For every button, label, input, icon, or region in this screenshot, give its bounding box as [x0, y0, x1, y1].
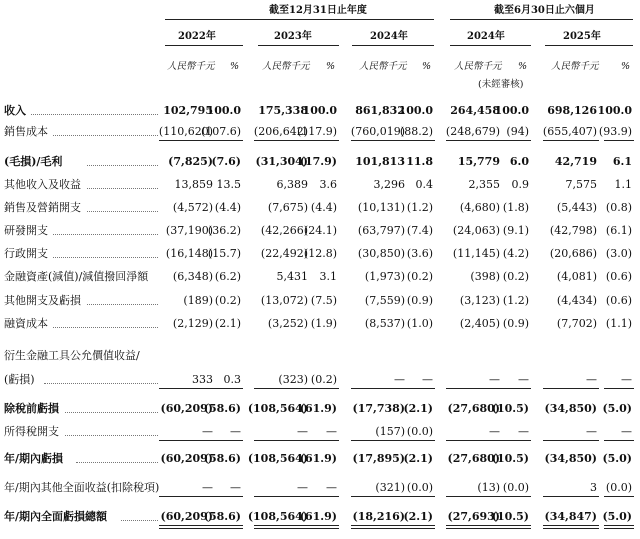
amount-rule: [543, 140, 599, 141]
amount-rule: [543, 388, 599, 389]
value-pct: (58.6): [203, 510, 241, 523]
value-amount: (206,642): [253, 125, 308, 138]
pct-rule: [604, 140, 634, 141]
value-amount: (18,216): [352, 510, 405, 523]
amount-rule: [446, 496, 502, 497]
value-pct: 100.0: [494, 104, 529, 117]
value-pct: 13.5: [216, 178, 241, 191]
amount-rule: [351, 388, 407, 389]
value-amount: (17,738): [352, 402, 405, 415]
value-pct: (0.6): [605, 294, 632, 307]
value-amount: (4,081): [556, 270, 597, 283]
amount-rule: [159, 496, 215, 497]
value-pct: 100.0: [206, 104, 241, 117]
row-label: 銷售成本: [4, 125, 48, 138]
unit-pct: %: [230, 61, 240, 72]
value-pct: (10.5): [491, 510, 529, 523]
value-pct: (3.6): [406, 247, 433, 260]
value-pct: (0.0): [406, 425, 433, 438]
amount-rule: [351, 496, 407, 497]
value-amount: (34,850): [544, 402, 597, 415]
row-label: 行政開支: [4, 247, 48, 260]
value-pct: (0.6): [605, 270, 632, 283]
amount-rule: [159, 440, 215, 441]
amount-rule-2: [543, 528, 599, 529]
amount-rule-2: [254, 528, 310, 529]
value-amount: (108,564): [247, 452, 308, 465]
value-amount: 2,355: [468, 178, 500, 191]
value-amount: (5,443): [556, 201, 597, 214]
value-amount: (22,492): [260, 247, 308, 260]
amount-rule: [254, 140, 310, 141]
pct-rule: [213, 496, 243, 497]
value-amount: —: [297, 481, 308, 494]
amount-rule: [351, 440, 407, 441]
value-pct: —: [326, 481, 337, 494]
row-label: 所得稅開支: [4, 425, 59, 438]
pct-rule: [405, 388, 435, 389]
value-pct: 1.1: [614, 178, 632, 191]
value-amount: (13,072): [260, 294, 308, 307]
value-pct: (1.1): [605, 317, 632, 330]
value-pct: (0.2): [406, 270, 433, 283]
value-pct: (61.9): [299, 452, 337, 465]
unit-rmb: 人民幣千元: [551, 61, 599, 72]
row-label: 其他開支及虧損: [4, 294, 81, 307]
year-rule: [450, 45, 531, 46]
year-header: 2024年: [467, 31, 505, 42]
value-amount: (42,798): [549, 224, 597, 237]
value-pct: 11.8: [406, 155, 433, 168]
value-amount: (3,252): [267, 317, 308, 330]
amount-rule-2: [159, 528, 215, 529]
pct-rule: [501, 140, 531, 141]
amount-rule: [446, 525, 502, 526]
year-header: 2025年: [563, 31, 601, 42]
value-pct: (107.6): [201, 125, 242, 138]
amount-rule: [159, 388, 215, 389]
pct-rule: [604, 388, 634, 389]
row-label: 年/期內全面虧損總額: [4, 510, 108, 523]
group-header-h1: 截至6月30日止六個月: [494, 5, 595, 16]
value-pct: 100.0: [398, 104, 433, 117]
value-pct: (10.5): [491, 452, 529, 465]
value-pct: 3.1: [319, 270, 337, 283]
amount-rule: [543, 440, 599, 441]
value-amount: (16,148): [165, 247, 213, 260]
pct-rule: [501, 525, 531, 526]
value-amount: (157): [375, 425, 405, 438]
value-amount: (3,123): [459, 294, 500, 307]
year-header: 2024年: [370, 31, 408, 42]
value-pct: (36.2): [207, 224, 241, 237]
year-header: 2023年: [274, 31, 312, 42]
value-pct: 6.1: [612, 155, 632, 168]
value-pct: (1.2): [406, 201, 433, 214]
value-amount: (11,145): [452, 247, 500, 260]
value-pct: (58.6): [203, 402, 241, 415]
value-amount: (4,680): [459, 201, 500, 214]
value-amount: (27,680): [447, 452, 500, 465]
unit-rmb: 人民幣千元: [454, 61, 502, 72]
pct-rule-2: [213, 528, 243, 529]
amount-rule: [254, 440, 310, 441]
pct-rule-2: [501, 528, 531, 529]
amount-rule: [351, 140, 407, 141]
row-label: 衍生金融工具公允價值收益/: [4, 349, 140, 362]
value-pct: (7.6): [211, 155, 241, 168]
value-pct: (3.0): [605, 247, 632, 260]
value-amount: 15,779: [457, 155, 500, 168]
value-pct: (2.1): [403, 402, 433, 415]
value-amount: 698,126: [547, 104, 597, 117]
value-pct: —: [518, 425, 529, 438]
pct-rule: [213, 388, 243, 389]
pct-rule: [405, 525, 435, 526]
value-pct: 0.3: [223, 373, 241, 386]
value-pct: (10.5): [491, 402, 529, 415]
value-amount: —: [489, 425, 500, 438]
pct-rule: [309, 440, 339, 441]
value-amount: (7,559): [364, 294, 405, 307]
value-amount: (20,686): [549, 247, 597, 260]
amount-rule: [446, 440, 502, 441]
value-pct: (61.9): [299, 510, 337, 523]
amount-rule: [446, 140, 502, 141]
leader-dots: [44, 383, 158, 384]
year-rule: [352, 45, 434, 46]
pct-rule-2: [405, 528, 435, 529]
value-pct: (4.2): [502, 247, 529, 260]
value-pct: 3.6: [319, 178, 337, 191]
value-pct: (0.2): [502, 270, 529, 283]
row-label: 銷售及營銷開支: [4, 201, 81, 214]
row-label: 除稅前虧損: [4, 402, 59, 415]
amount-rule: [159, 140, 215, 141]
unit-pct: %: [621, 61, 631, 72]
unit-rmb: 人民幣千元: [167, 61, 215, 72]
value-amount: (248,679): [445, 125, 500, 138]
value-amount: (760,019): [350, 125, 405, 138]
value-amount: (34,847): [544, 510, 597, 523]
value-amount: (30,850): [357, 247, 405, 260]
value-pct: (1.8): [502, 201, 529, 214]
value-pct: (0.0): [605, 481, 632, 494]
pct-rule: [604, 496, 634, 497]
value-pct: —: [230, 481, 241, 494]
value-amount: 101,813: [355, 155, 405, 168]
value-pct: (93.9): [598, 125, 632, 138]
value-pct: (0.9): [406, 294, 433, 307]
value-amount: (13): [477, 481, 500, 494]
value-pct: (61.9): [299, 402, 337, 415]
value-amount: (1,973): [364, 270, 405, 283]
value-pct: (2.1): [214, 317, 241, 330]
value-amount: (60,209): [160, 510, 213, 523]
value-pct: (2.1): [403, 510, 433, 523]
pct-rule: [501, 388, 531, 389]
value-amount: (7,825): [168, 155, 213, 168]
amount-rule-2: [351, 528, 407, 529]
value-amount: —: [489, 373, 500, 386]
unit-rmb: 人民幣千元: [359, 61, 407, 72]
unit-pct: %: [518, 61, 528, 72]
value-pct: (6.1): [605, 224, 632, 237]
value-pct: (58.6): [203, 452, 241, 465]
value-amount: 5,431: [276, 270, 308, 283]
value-pct: (5.0): [602, 402, 632, 415]
value-pct: (117.9): [297, 125, 338, 138]
amount-rule: [159, 525, 215, 526]
value-pct: (7.4): [406, 224, 433, 237]
value-amount: 7,575: [565, 178, 597, 191]
amount-rule: [254, 388, 310, 389]
pct-rule: [405, 140, 435, 141]
value-amount: (60,209): [160, 402, 213, 415]
value-pct: 100.0: [302, 104, 337, 117]
unaudited-note: (未經審核): [478, 79, 524, 90]
year-header: 2022年: [178, 31, 216, 42]
pct-rule: [405, 496, 435, 497]
row-label: 年/期內其他全面收益(扣除稅項): [4, 481, 160, 494]
group-header-fy: 截至12月31日止年度: [269, 5, 367, 16]
pct-rule: [405, 440, 435, 441]
value-pct: (17.9): [299, 155, 337, 168]
value-amount: (4,572): [172, 201, 213, 214]
value-pct: (4.4): [214, 201, 241, 214]
value-pct: 6.0: [509, 155, 529, 168]
value-pct: (6.2): [214, 270, 241, 283]
value-amount: (27,693): [447, 510, 500, 523]
value-pct: 0.4: [415, 178, 433, 191]
value-amount: (323): [278, 373, 308, 386]
value-amount: 333: [192, 373, 213, 386]
value-amount: (108,564): [247, 510, 308, 523]
value-amount: (27,680): [447, 402, 500, 415]
value-amount: (655,407): [542, 125, 597, 138]
value-amount: (8,537): [364, 317, 405, 330]
value-amount: (7,702): [556, 317, 597, 330]
row-label: 年/期內虧損: [4, 452, 64, 465]
value-amount: —: [586, 425, 597, 438]
value-amount: (17,895): [352, 452, 405, 465]
value-pct: (88.2): [399, 125, 433, 138]
value-amount: 861,832: [355, 104, 405, 117]
value-amount: (42,266): [260, 224, 308, 237]
value-pct: (9.1): [502, 224, 529, 237]
year-rule: [165, 45, 243, 46]
row-label: 金融資產(減值)/減值撥回淨額: [4, 270, 149, 283]
value-amount: —: [394, 373, 405, 386]
value-pct: (0.9): [502, 317, 529, 330]
value-pct: —: [230, 425, 241, 438]
value-amount: 264,458: [450, 104, 500, 117]
value-pct: (7.5): [310, 294, 337, 307]
value-pct: (12.8): [303, 247, 337, 260]
value-amount: —: [202, 481, 213, 494]
pct-rule: [309, 140, 339, 141]
value-amount: (31,304): [255, 155, 308, 168]
value-pct: —: [621, 373, 632, 386]
value-pct: (2.1): [403, 452, 433, 465]
value-amount: —: [297, 425, 308, 438]
row-label: 研發開支: [4, 224, 48, 237]
pct-rule-2: [604, 528, 634, 529]
value-pct: 100.0: [597, 104, 632, 117]
value-pct: 0.9: [511, 178, 529, 191]
amount-rule: [543, 496, 599, 497]
amount-rule: [254, 496, 310, 497]
value-pct: (24.1): [303, 224, 337, 237]
pct-rule: [604, 525, 634, 526]
pct-rule: [213, 140, 243, 141]
value-amount: (398): [470, 270, 500, 283]
value-amount: 102,795: [163, 104, 213, 117]
pct-rule: [309, 388, 339, 389]
pct-rule: [501, 496, 531, 497]
value-amount: (110,620): [158, 125, 213, 138]
value-amount: (7,675): [267, 201, 308, 214]
value-amount: (2,405): [459, 317, 500, 330]
value-pct: —: [422, 373, 433, 386]
row-label: 其他收入及收益: [4, 178, 81, 191]
value-pct: (5.0): [602, 510, 632, 523]
row-label-cont: (虧損): [4, 373, 35, 386]
group-h1-rule: [450, 19, 633, 20]
value-amount: 175,338: [258, 104, 308, 117]
leader-dots: [31, 114, 158, 115]
amount-rule-2: [446, 528, 502, 529]
unit-rmb: 人民幣千元: [262, 61, 310, 72]
value-pct: (1.0): [406, 317, 433, 330]
value-pct: (1.2): [502, 294, 529, 307]
value-amount: 13,859: [174, 178, 213, 191]
value-pct: (0.0): [502, 481, 529, 494]
value-pct: (15.7): [207, 247, 241, 260]
row-label: (毛損)/毛利: [4, 155, 63, 168]
value-amount: —: [202, 425, 213, 438]
value-pct: (0.8): [605, 201, 632, 214]
pct-rule: [309, 525, 339, 526]
group-fy-rule: [165, 19, 434, 20]
value-amount: (37,190): [165, 224, 213, 237]
value-amount: (34,850): [544, 452, 597, 465]
pct-rule: [213, 440, 243, 441]
value-amount: (6,348): [172, 270, 213, 283]
value-pct: —: [518, 373, 529, 386]
value-amount: (24,063): [452, 224, 500, 237]
value-pct: (0.0): [406, 481, 433, 494]
value-pct: (94): [506, 125, 529, 138]
value-amount: (60,209): [160, 452, 213, 465]
value-amount: —: [586, 373, 597, 386]
value-amount: (321): [375, 481, 405, 494]
pct-rule-2: [309, 528, 339, 529]
value-pct: (4.4): [310, 201, 337, 214]
unit-pct: %: [326, 61, 336, 72]
value-amount: 3,296: [373, 178, 405, 191]
value-amount: (108,564): [247, 402, 308, 415]
value-amount: (189): [183, 294, 213, 307]
year-rule: [545, 45, 633, 46]
value-pct: —: [326, 425, 337, 438]
value-amount: (63,797): [357, 224, 405, 237]
value-amount: 42,719: [554, 155, 597, 168]
value-amount: (4,434): [556, 294, 597, 307]
pct-rule: [213, 525, 243, 526]
row-label: 收入: [4, 104, 26, 117]
amount-rule: [543, 525, 599, 526]
value-pct: (1.9): [310, 317, 337, 330]
value-amount: (10,131): [357, 201, 405, 214]
value-amount: (2,129): [172, 317, 213, 330]
unit-pct: %: [422, 61, 432, 72]
year-rule: [258, 45, 339, 46]
value-pct: (0.2): [214, 294, 241, 307]
value-pct: (0.2): [310, 373, 337, 386]
value-pct: —: [621, 425, 632, 438]
value-amount: 6,389: [276, 178, 308, 191]
pct-rule: [309, 496, 339, 497]
amount-rule: [254, 525, 310, 526]
pct-rule: [501, 440, 531, 441]
pct-rule: [604, 440, 634, 441]
row-label: 融資成本: [4, 317, 48, 330]
value-pct: (5.0): [602, 452, 632, 465]
amount-rule: [351, 525, 407, 526]
value-amount: 3: [590, 481, 597, 494]
amount-rule: [446, 388, 502, 389]
